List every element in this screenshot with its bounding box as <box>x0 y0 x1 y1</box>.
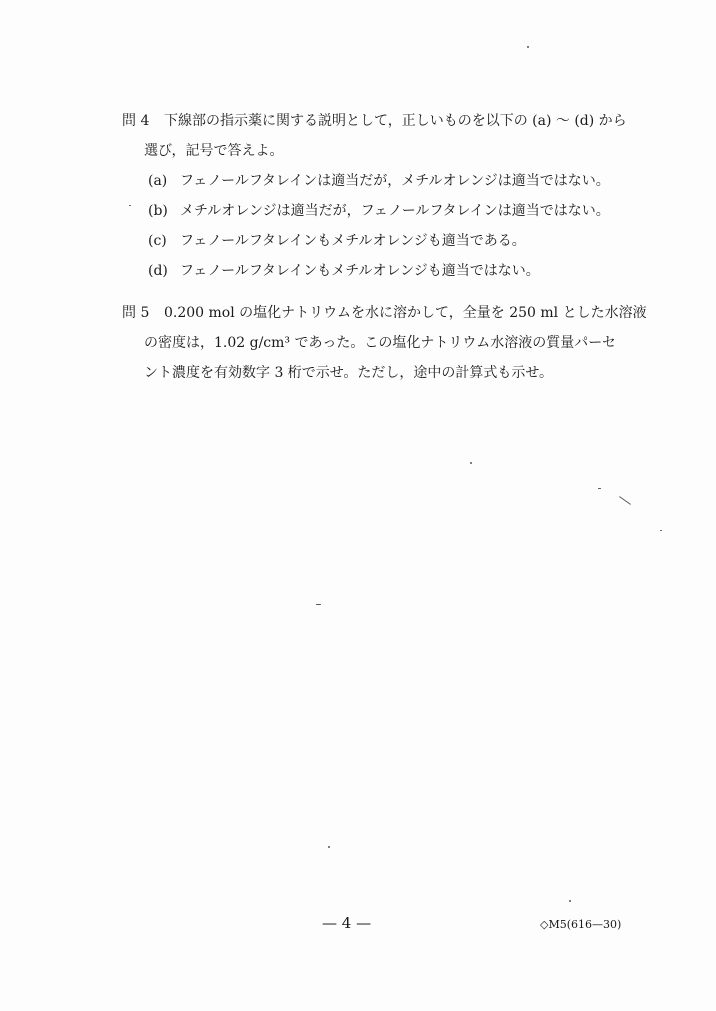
option-c <box>148 226 526 256</box>
scan-speck <box>569 900 571 902</box>
scan-speck <box>470 462 472 464</box>
scan-speck <box>316 604 321 605</box>
exam-code: ◇M5(616—30) <box>540 918 622 931</box>
option-d-text: フェノールフタレインもメチルオレンジも適当ではない。 <box>180 263 540 279</box>
option-b-label: (b) <box>148 203 168 219</box>
scan-speck <box>328 846 330 848</box>
page-number: — 4 — <box>322 914 372 932</box>
option-a <box>148 166 610 196</box>
scan-speck <box>527 46 529 48</box>
option-b <box>148 196 610 226</box>
question-5-text-line1: 0.200 mol の塩化ナトリウムを水に溶かして，全量を 250 ml とした水溶液 <box>164 305 647 321</box>
option-d <box>148 256 540 286</box>
question-4-number: 問 4 <box>122 113 150 129</box>
option-c-label: (c) <box>148 233 167 249</box>
question-4-text-line1: 下線部の指示薬に関する説明として，正しいものを以下の (a) ～ (d) から <box>164 113 627 129</box>
question-5-text-line3: ント濃度を有効数字 3 桁で示せ。ただし，途中の計算式も示せ。 <box>144 365 553 381</box>
scan-speck <box>598 488 601 489</box>
option-c-text: フェノールフタレインもメチルオレンジも適当である。 <box>180 233 526 249</box>
question-5-number: 問 5 <box>122 305 150 321</box>
scan-speck <box>619 496 631 505</box>
option-b-text: メチルオレンジは適当だが，フェノールフタレインは適当ではない。 <box>180 203 610 219</box>
option-a-text: フェノールフタレインは適当だが，メチルオレンジは適当ではない。 <box>180 173 610 189</box>
option-a-label: (a) <box>148 173 168 189</box>
question-5-text-line2: の密度は，1.02 g/cm³ であった。この塩化ナトリウム水溶液の質量パーセ <box>144 335 616 351</box>
option-d-label: (d) <box>148 263 168 279</box>
scan-speck <box>660 530 662 531</box>
scan-speck <box>129 205 131 206</box>
question-4-text-line2: 選び，記号で答えよ。 <box>144 143 284 159</box>
